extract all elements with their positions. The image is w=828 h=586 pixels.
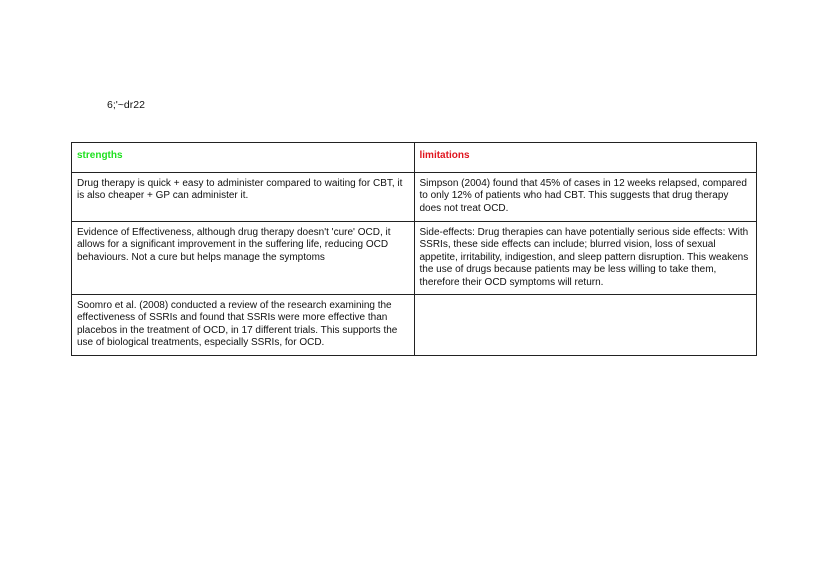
table-row [72,222,757,295]
note-text: 6;'~dr22 [107,99,145,111]
header-limitations: limitations [414,143,757,173]
strength-cell: Drug therapy is quick + easy to administer compared to waiting for CBT, it is also cheaper + GP can administer it. [72,173,415,222]
limitation-cell: Simpson (2004) found that 45% of cases in 12 weeks relapsed, compared to only 12% of patients who had CBT. This suggests that drug therapy does not treat OCD. [414,173,757,222]
header-strengths: strengths [72,143,415,173]
strengths-limitations-table [71,142,757,356]
limitation-cell [414,295,757,356]
table-row [72,295,757,356]
table-row [72,173,757,222]
strength-cell: Soomro et al. (2008) conducted a review of the research examining the effectiveness of SSRIs and found that SSRIs were more effective than placebos in the treatment of OCD, in 17 different trials. This supports the use of biological treatments, especially SSRIs, for OCD. [72,295,415,356]
limitation-cell: Side-effects: Drug therapies can have potentially serious side effects: With SSRIs, these side effects can include; blurred vision, loss of sexual appetite, irritability, indigestion, and sleep pattern disruption. This weakens the use of drugs because patients may be less willing to take them, therefore their OCD symptoms will return. [414,222,757,295]
table-header-row [72,143,757,173]
strength-cell: Evidence of Effectiveness, although drug therapy doesn't 'cure' OCD, it allows for a significant improvement in the suffering life, reducing OCD behaviours. Not a cure but helps manage the symptoms [72,222,415,295]
